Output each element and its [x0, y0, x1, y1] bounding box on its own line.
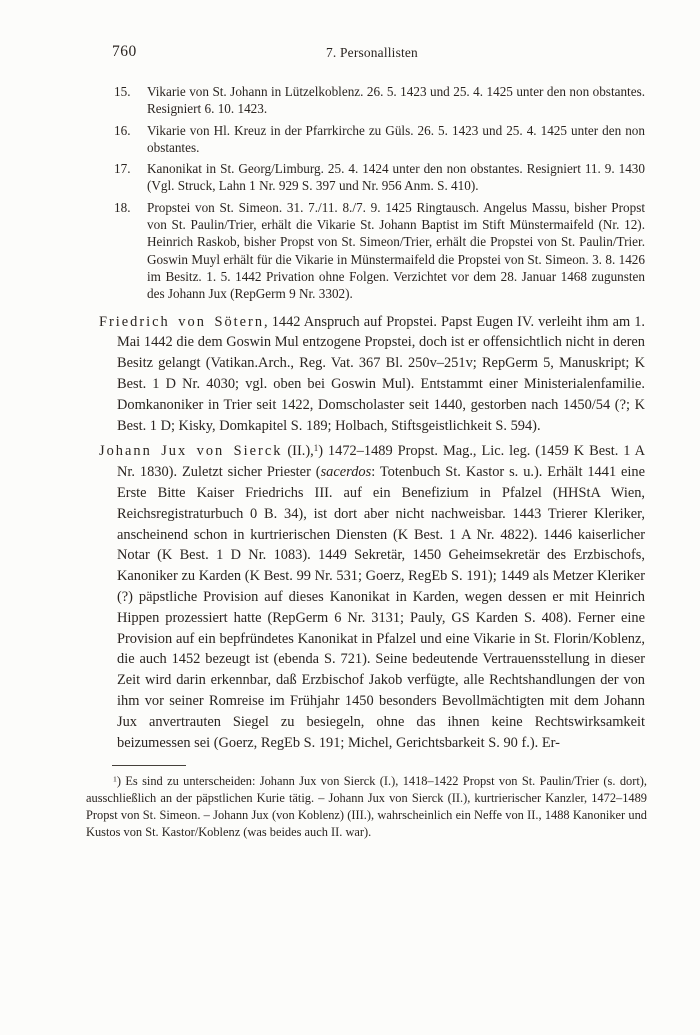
numbered-list: [99, 83, 645, 303]
footnote-reference-mark: 1: [313, 443, 319, 454]
entry-body: : Totenbuch St. Kastor s. u.). Erhält 1441 eine Erste Bitte Kaiser Friedrichs III. auf ein Benefizium in Pfalzel (HHStA Wien, Reichsregistraturbuch 0 B. 34), ist dort aber nicht nachweisbar. 1443 Trierer Kleriker, anscheinend schon in kurtrierischen Diensten (K Best. 1 A Nr. 4822). 1446 kaiserlicher Notar (K Best. 1 D Nr. 1083). 1449 Sekretär, 1450 Geheimsekretär des Erzbischofs, Kanoniker zu Karden (K Best. 99 Nr. 531; Goerz, RegEb S. 191); 1449 als Metzer Kleriker (?) päpstliche Provision auf dieses Kanonikat in Karden, wegen dessen er mit Heinrich Hippen prozessiert hatte (RepGerm 6 Nr. 3131; Pauly, GS Karden S. 408). Ferner eine Provision auf ein bepfründetes Kanonikat in Pfalzel und eine Vikarie in St. Florin/Koblenz, die auch 1452 bezeugt ist (ebenda S. 721). Seine bedeutende Vertrauensstellung in dieser Zeit wird darin erkennbar, daß Erzbischof Jakob verfügte, alle Rechtshandlungen der von ihm vor seiner Romreise im Frühjahr 1450 besonders Bevollmächtigten mit dem Johann Jux anvertrauten Siegel zu besiegeln, ohne das ihnen keine Rechtswirksamkeit beizumessen sei (Goerz, RegEb S. 191; Michel, Gerichtsbarkeit S. 90 f.). Er-: [117, 464, 646, 751]
list-item-17: [99, 160, 645, 195]
page-number: 760: [112, 43, 137, 60]
page-header: [99, 43, 645, 62]
list-item-18: [99, 199, 645, 303]
entry-johann-jux-von-sierck: [99, 441, 645, 753]
entry-body: , 1442 Anspruch auf Propstei. Papst Eugen IV. verleiht ihm am 1. Mai 1442 die dem Goswin Mul entzogene Propstei, doch ist er offensichtlich nicht in deren Besitz gelangt (Vatikan.Arch., Reg. Vat. 367 Bl. 250v–251v; RepGerm 5, Manuskript; K Best. 1 D Nr. 4030; vgl. oben bei Goswin Mul). Entstammt einer Ministerialenfamilie. Domkanoniker in Trier seit 1422, Domscholaster seit 1440, gestorben nach 1450/54 (?; K Best. 1 D; Kisky, Domkapitel S. 189; Holbach, Stiftsgeistlichkeit S. 594).: [117, 313, 646, 434]
footnote-mark: 1: [113, 774, 117, 784]
entry-name: Friedrich von Sötern: [99, 313, 265, 330]
list-item-number: 17.: [114, 161, 131, 177]
list-item-text: Vikarie von Hl. Kreuz in der Pfarrkirche zu Güls. 26. 5. 1423 und 25. 4. 1425 unter den non obstantes.: [147, 122, 645, 155]
list-item-number: 18.: [114, 199, 131, 215]
footnote-text: ) Es sind zu unterscheiden: Johann Jux von Sierck (I.), 1418–1422 Propst von St. Paulin/Trier (s. dort), ausschließlich an der päpstlichen Kurie tätig. – Johann Jux von Sierck (II.), kurtrierischer Kanzler, 1472–1489 Propst von St. Simeon. – Johann Jux (von Koblenz) (III.), wahrscheinlich ein Neffe von II., 1488 Kanoniker und Kustos von St. Kastor/Koblenz (was beides auch II. war).: [86, 774, 647, 840]
list-item-text: Kanonikat in St. Georg/Limburg. 25. 4. 1424 unter den non obstantes. Resigniert 11. 9. 1430 (Vgl. Struck, Lahn 1 Nr. 929 S. 397 und Nr. 956 Anm. S. 410).: [147, 161, 645, 194]
running-header: 7. Personallisten: [326, 45, 418, 60]
list-item-number: 15.: [114, 84, 131, 99]
entry-name-suffix: (II.),: [282, 443, 314, 460]
entry-body-italic: sacerdos: [320, 464, 372, 481]
footnote-separator-rule: [112, 765, 186, 766]
list-item-number: 16.: [114, 122, 131, 138]
entry-name: Johann Jux von Sierck: [99, 443, 283, 460]
entry-friedrich-von-soetern: [99, 312, 645, 437]
list-item-15: [99, 83, 645, 118]
list-item-text: Vikarie von St. Johann in Lützelkoblenz. 26. 5. 1423 und 25. 4. 1425 unter den non obstantes. Resigniert 6. 10. 1423.: [147, 84, 645, 117]
list-item-16: [99, 122, 645, 157]
entry-body: ) 1472–1489 Propst. Mag., Lic. leg. (1459 K Best. 1 A Nr. 1830). Zuletzt sicher Priester (: [117, 443, 645, 481]
footnote: [86, 773, 647, 841]
list-item-text: Propstei von St. Simeon. 31. 7./11. 8./7. 9. 1425 Ringtausch. Angelus Massu, bisher Propst von St. Paulin/Trier, erhält die Vikarie St. Johann Baptist im Stift Münstermaifeld (Nr. 12). Heinrich Raskob, bisher Propst von St. Simeon/Trier, erhält die Propstei von St. Paulin/Trier. Goswin Muyl erhält für die Vikarie in Münstermaifeld die Propstei von St. Simeon. 3. 8. 1426 im Besitz. 1. 5. 1442 Privation ohne Folgen. Verzichtet vor dem 28. Januar 1468 zugunsten des Johann Jux (RepGerm 9 Nr. 3302).: [147, 199, 645, 302]
